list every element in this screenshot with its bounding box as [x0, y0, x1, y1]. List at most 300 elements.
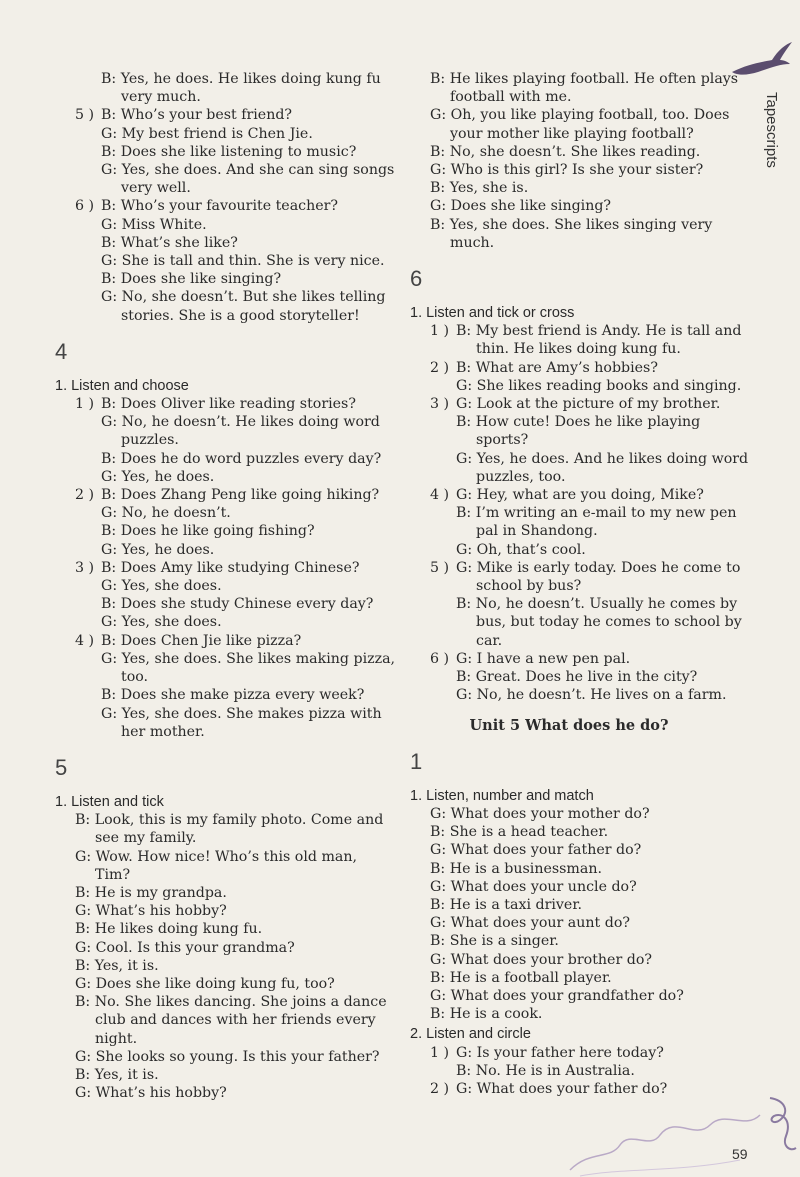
- speaker-label: G:: [430, 951, 451, 968]
- line-text: What’s his hobby?: [95, 1085, 227, 1102]
- speaker-label: B:: [430, 860, 450, 877]
- dialogue-line: [410, 106, 728, 124]
- speaker-line: [101, 505, 231, 521]
- speaker-label: G:: [456, 487, 477, 504]
- line-text: puzzles.: [121, 432, 179, 449]
- speaker-label: G:: [430, 107, 451, 124]
- line-text: football with me.: [450, 89, 572, 106]
- dialogue-line: [55, 216, 385, 234]
- item-number: 1 ): [430, 1044, 450, 1061]
- dialogue-line: [55, 288, 385, 306]
- dialogue-line: [410, 468, 728, 486]
- exercise-heading: 1. Listen and tick: [55, 793, 164, 810]
- speaker-label: G:: [430, 842, 451, 859]
- speaker-label: B:: [75, 994, 95, 1011]
- speaker-line: [101, 451, 381, 467]
- speaker-label: B:: [456, 414, 476, 431]
- dialogue-line: [410, 823, 728, 841]
- dialogue-line: [55, 431, 385, 449]
- speaker-line: [456, 451, 748, 467]
- dialogue-line: [410, 650, 728, 668]
- speaker-label: B:: [75, 812, 95, 829]
- line-text: Yes, she does. She likes singing very: [449, 216, 713, 233]
- speaker-line: [101, 253, 385, 269]
- speaker-line: [75, 921, 262, 937]
- line-text: No. He is in Australia.: [475, 1062, 635, 1079]
- dialogue-line: [410, 234, 728, 252]
- speaker-label: G:: [101, 650, 122, 667]
- dialogue-line: [55, 234, 385, 252]
- speaker-label: B:: [430, 824, 450, 841]
- speaker-label: G:: [430, 162, 451, 179]
- speaker-line: [456, 378, 741, 394]
- speaker-label: B:: [430, 933, 450, 950]
- speaker-label: B:: [456, 1062, 476, 1079]
- dialogue-line: [55, 450, 385, 468]
- speaker-label: B:: [101, 596, 121, 613]
- line-text: thin. He likes doing kung fu.: [476, 341, 681, 358]
- speaker-label: G:: [75, 975, 96, 992]
- line-text: very much.: [121, 89, 201, 106]
- speaker-line: [101, 596, 373, 612]
- item-number: 4 ): [430, 487, 450, 504]
- item-number: 5 ): [430, 559, 450, 576]
- speaker-label: B:: [101, 632, 121, 649]
- line-text: Wow. How nice! Who’s this old man,: [95, 848, 358, 865]
- speaker-line: [75, 994, 387, 1010]
- speaker-line: [456, 396, 720, 412]
- speaker-label: B:: [101, 487, 121, 504]
- dialogue-line: [410, 969, 728, 987]
- right-column: [410, 70, 749, 1098]
- speaker-label: B:: [456, 669, 476, 686]
- speaker-line: [456, 687, 726, 703]
- line-text: club and dances with her friends every: [95, 1012, 376, 1029]
- line-text: Hey, what are you doing, Mike?: [476, 487, 704, 504]
- dialogue-line: [55, 1011, 385, 1029]
- speaker-label: G:: [430, 915, 451, 932]
- speaker-label: B:: [430, 216, 450, 233]
- speaker-line: [430, 806, 650, 822]
- section-number: 5: [55, 754, 68, 780]
- dialogue-line: [55, 395, 385, 413]
- speaker-line: [101, 469, 214, 485]
- dialogue-line: [55, 70, 385, 88]
- dialogue-line: [55, 486, 385, 504]
- line-text: Yes, she does. She makes pizza with: [121, 705, 382, 722]
- dialogue-line: [55, 1048, 385, 1066]
- speaker-line: [430, 915, 630, 931]
- dialogue-line: [55, 541, 385, 559]
- line-text: What are Amy’s hobbies?: [475, 359, 658, 376]
- dialogue-line: [55, 595, 385, 613]
- speaker-label: B:: [101, 396, 121, 413]
- dialogue-line: [410, 70, 739, 88]
- dialogue-line: [410, 504, 737, 522]
- line-text: Does she like listening to music?: [120, 143, 357, 160]
- line-text: She is tall and thin. She is very nice.: [121, 253, 385, 270]
- dialogue-line: [410, 841, 728, 859]
- line-text: Oh, you like playing football, too. Does: [450, 107, 730, 124]
- speaker-line: [101, 71, 381, 87]
- speaker-line: [456, 669, 697, 685]
- speaker-line: [101, 560, 359, 576]
- dialogue-line: [55, 866, 385, 884]
- speaker-label: G:: [430, 878, 451, 895]
- speaker-line: [101, 414, 380, 430]
- dialogue-line: [410, 613, 742, 631]
- line-text: What does your uncle do?: [450, 878, 637, 895]
- item-number: 2 ): [430, 1080, 450, 1097]
- speaker-label: G:: [101, 162, 122, 179]
- line-text: Does she like singing?: [120, 271, 282, 288]
- page-number: 59: [732, 1146, 748, 1162]
- dialogue-line: [410, 559, 741, 577]
- line-text: Yes, it is.: [94, 1066, 159, 1083]
- dialogue-line: [55, 957, 385, 975]
- speaker-line: [75, 940, 295, 956]
- speaker-line: [75, 812, 383, 828]
- section-number: 4: [55, 338, 68, 364]
- line-text: He likes doing kung fu.: [94, 921, 263, 938]
- speaker-label: G:: [101, 125, 122, 142]
- dialogue-line: [55, 1084, 385, 1102]
- speaker-label: B:: [430, 969, 450, 986]
- dialogue-line: [55, 125, 385, 143]
- speaker-line: [456, 505, 737, 521]
- dialogue-line: [410, 987, 728, 1005]
- speaker-line: [101, 198, 338, 214]
- speaker-line: [101, 289, 385, 305]
- item-number: 2 ): [430, 359, 450, 376]
- item-number: 4 ): [75, 632, 95, 649]
- speaker-line: [430, 107, 729, 123]
- dialogue-line: [410, 896, 728, 914]
- item-number: 1 ): [430, 323, 450, 340]
- speaker-label: B:: [101, 107, 121, 124]
- speaker-label: B:: [430, 896, 450, 913]
- speaker-label: B:: [456, 359, 476, 376]
- dialogue-line: [55, 252, 385, 270]
- dialogue-line: [410, 216, 728, 234]
- speaker-line: [456, 651, 630, 667]
- speaker-line: [101, 633, 301, 649]
- exercise-heading: 2. Listen and circle: [410, 1026, 531, 1043]
- speaker-label: G:: [456, 450, 477, 467]
- speaker-label: B:: [101, 234, 121, 251]
- item-number: 6 ): [75, 198, 95, 215]
- dialogue-line: [410, 686, 728, 704]
- line-text: He is my grandpa.: [94, 884, 227, 901]
- line-text: Yes, she is.: [449, 180, 529, 197]
- speaker-line: [75, 885, 227, 901]
- dialogue-line: [55, 468, 385, 486]
- speaker-label: G:: [456, 377, 477, 394]
- speaker-label: B:: [430, 1006, 450, 1023]
- line-text: My best friend is Chen Jie.: [121, 125, 313, 142]
- speaker-line: [101, 523, 315, 539]
- speaker-label: G:: [101, 578, 122, 595]
- speaker-label: G:: [456, 396, 477, 413]
- dialogue-line: [55, 650, 396, 668]
- line-text: He is a cook.: [449, 1006, 543, 1023]
- line-text: Yes, she does. She likes making pizza,: [121, 650, 396, 667]
- line-text: pal in Shandong.: [476, 523, 598, 540]
- dialogue-line: [55, 559, 385, 577]
- speaker-label: B:: [430, 143, 450, 160]
- line-text: Is your father here today?: [476, 1044, 664, 1061]
- dialogue-line: [55, 884, 385, 902]
- speaker-label: G:: [456, 559, 477, 576]
- line-text: No, he doesn’t. He lives on a farm.: [476, 687, 727, 704]
- line-text: Yes, he does.: [121, 468, 215, 485]
- dialogue-line: [55, 270, 385, 288]
- line-text: puzzles, too.: [476, 468, 566, 485]
- dialogue-line: [55, 848, 385, 866]
- line-text: What’s his hobby?: [95, 903, 227, 920]
- speaker-label: G:: [101, 705, 122, 722]
- decorative-swirl-icon: [560, 1090, 800, 1177]
- line-text: She is a singer.: [449, 933, 559, 950]
- speaker-label: G:: [456, 687, 477, 704]
- speaker-line: [101, 271, 281, 287]
- line-text: Mike is early today. Does he come to: [476, 559, 741, 576]
- speaker-line: [430, 198, 611, 214]
- line-text: Does she like doing kung fu, too?: [95, 975, 335, 992]
- line-text: Yes, he does. He likes doing kung fu: [120, 71, 381, 87]
- speaker-line: [430, 162, 703, 178]
- speaker-label: G:: [101, 414, 122, 431]
- speaker-line: [75, 1067, 159, 1083]
- speaker-line: [430, 897, 582, 913]
- line-text: Does he like going fishing?: [120, 523, 315, 540]
- dialogue-line: [410, 431, 728, 449]
- line-text: Look at the picture of my brother.: [476, 396, 721, 413]
- speaker-line: [456, 414, 700, 430]
- speaker-line: [101, 487, 379, 503]
- speaker-label: B:: [75, 957, 95, 974]
- speaker-label: G:: [75, 1048, 96, 1065]
- speaker-line: [75, 1049, 380, 1065]
- speaker-label: G:: [456, 1080, 477, 1097]
- speaker-line: [101, 107, 292, 123]
- speaker-line: [101, 235, 238, 251]
- speaker-label: B:: [430, 71, 450, 87]
- dialogue-line: [410, 1062, 728, 1080]
- dialogue-line: [55, 522, 385, 540]
- dialogue-line: [55, 705, 385, 723]
- line-text: Who’s your best friend?: [120, 107, 293, 124]
- dialogue-line: [55, 1030, 385, 1048]
- dialogue-line: [55, 632, 385, 650]
- speaker-line: [101, 126, 313, 142]
- dialogue-line: [410, 878, 728, 896]
- line-text: What does your mother do?: [450, 805, 650, 822]
- speaker-label: B:: [456, 323, 476, 340]
- speaker-line: [101, 614, 222, 630]
- speaker-line: [456, 323, 741, 339]
- dialogue-line: [55, 993, 385, 1011]
- speaker-line: [456, 1045, 664, 1061]
- speaker-label: G:: [430, 805, 451, 822]
- dialogue-line: [55, 307, 385, 325]
- line-text: Miss White.: [121, 216, 207, 233]
- speaker-label: G:: [101, 505, 122, 522]
- line-text: Yes, he does. And he likes doing word: [476, 450, 749, 467]
- line-text: school by bus?: [476, 578, 582, 595]
- dialogue-line: [55, 811, 385, 829]
- unit-title: Unit 5 What does he do?: [469, 716, 669, 734]
- line-text: What does your grandfather do?: [450, 987, 684, 1004]
- line-text: No, he doesn’t. Usually he comes by: [475, 596, 738, 613]
- speaker-line: [456, 487, 704, 503]
- speaker-label: B:: [101, 71, 121, 87]
- dialogue-line: [55, 613, 385, 631]
- dialogue-line: [410, 577, 728, 595]
- speaker-line: [430, 879, 637, 895]
- line-text: What does your aunt do?: [450, 915, 630, 932]
- speaker-line: [75, 849, 357, 865]
- dialogue-line: [410, 860, 728, 878]
- dialogue-line: [410, 632, 728, 650]
- line-text: Oh, that’s cool.: [476, 541, 586, 558]
- speaker-line: [101, 217, 207, 233]
- speaker-label: G:: [75, 903, 96, 920]
- speaker-line: [456, 1063, 635, 1079]
- dialogue-line: [410, 805, 728, 823]
- speaker-line: [101, 542, 214, 558]
- line-text: sports?: [476, 432, 529, 449]
- line-text: Does Amy like studying Chinese?: [120, 559, 360, 576]
- speaker-line: [101, 396, 356, 412]
- speaker-label: G:: [430, 198, 451, 215]
- speaker-label: G:: [101, 289, 122, 306]
- speaker-label: B:: [101, 559, 121, 576]
- dialogue-line: [55, 1066, 385, 1084]
- line-text: No. She likes dancing. She joins a dance: [94, 994, 387, 1011]
- speaker-label: G:: [75, 939, 96, 956]
- side-label: Tapescripts: [763, 92, 780, 168]
- speaker-line: [430, 824, 608, 840]
- speaker-label: B:: [101, 450, 121, 467]
- speaker-label: B:: [456, 596, 476, 613]
- speaker-line: [430, 861, 602, 877]
- line-text: She likes reading books and singing.: [476, 377, 742, 394]
- line-text: Great. Does he live in the city?: [475, 669, 698, 686]
- dialogue-line: [410, 486, 728, 504]
- exercise-heading: 1. Listen and tick or cross: [410, 305, 575, 322]
- speaker-label: B:: [101, 143, 121, 160]
- line-text: night.: [95, 1030, 138, 1047]
- dialogue-line: [55, 939, 385, 957]
- dialogue-line: [410, 541, 728, 559]
- dialogue-line: [55, 161, 395, 179]
- dialogue-line: [410, 322, 742, 340]
- section-number: 6: [410, 266, 423, 292]
- line-text: car.: [476, 632, 503, 649]
- dialogue-line: [55, 902, 385, 920]
- exercise-heading: 1. Listen, number and match: [410, 787, 594, 804]
- line-text: Yes, it is.: [94, 957, 159, 974]
- speaker-line: [456, 542, 586, 558]
- speaker-line: [430, 1006, 542, 1022]
- line-text: She is a head teacher.: [449, 824, 609, 841]
- speaker-line: [430, 952, 652, 968]
- line-text: Does Zhang Peng like going hiking?: [120, 487, 380, 504]
- dialogue-line: [410, 1005, 728, 1023]
- speaker-label: B:: [101, 198, 121, 215]
- dialogue-line: [410, 125, 728, 143]
- line-text: Yes, she does. And she can sing songs: [121, 162, 395, 179]
- line-text: He is a football player.: [449, 969, 612, 986]
- line-text: your mother like playing football?: [450, 125, 694, 142]
- line-text: Yes, she does.: [121, 614, 222, 631]
- line-text: My best friend is Andy. He is tall and: [475, 323, 742, 340]
- line-text: Does she study Chinese every day?: [120, 596, 374, 613]
- speaker-line: [101, 144, 356, 160]
- line-text: Yes, she does.: [121, 578, 222, 595]
- line-text: too.: [121, 669, 149, 686]
- item-number: 2 ): [75, 487, 95, 504]
- dialogue-line: [410, 668, 728, 686]
- line-text: What does your father do?: [476, 1080, 668, 1097]
- line-text: much.: [450, 234, 495, 251]
- speaker-line: [456, 596, 737, 612]
- dialogue-line: [55, 197, 385, 215]
- line-text: No, he doesn’t.: [121, 505, 231, 522]
- dialogue-line: [55, 88, 385, 106]
- speaker-line: [430, 970, 612, 986]
- dialogue-line: [410, 377, 742, 395]
- line-text: Does she make pizza every week?: [120, 687, 365, 704]
- speaker-label: G:: [75, 848, 96, 865]
- dialogue-line: [410, 179, 728, 197]
- speaker-line: [430, 988, 684, 1004]
- speaker-line: [75, 903, 227, 919]
- speaker-label: G:: [101, 468, 122, 485]
- dialogue-line: [410, 951, 728, 969]
- speaker-line: [430, 933, 559, 949]
- dialogue-line: [410, 914, 728, 932]
- dialogue-line: [410, 88, 728, 106]
- speaker-label: G:: [430, 987, 451, 1004]
- speaker-line: [430, 71, 738, 87]
- speaker-label: G:: [75, 1085, 96, 1102]
- dialogue-line: [410, 450, 749, 468]
- item-number: 3 ): [75, 559, 95, 576]
- line-text: her mother.: [121, 723, 205, 740]
- item-number: 5 ): [75, 107, 95, 124]
- line-text: Does she like singing?: [450, 198, 612, 215]
- line-text: What does your brother do?: [450, 951, 652, 968]
- dialogue-line: [55, 829, 385, 847]
- speaker-line: [101, 651, 395, 667]
- line-text: bus, but today he comes to school by: [476, 614, 742, 631]
- dialogue-line: [410, 932, 728, 950]
- exercise-heading: 1. Listen and choose: [55, 377, 189, 394]
- speaker-label: B:: [430, 180, 450, 197]
- dialogue-line: [410, 197, 728, 215]
- dialogue-line: [55, 577, 385, 595]
- line-text: She looks so young. Is this your father?: [95, 1048, 380, 1065]
- speaker-label: B:: [75, 921, 95, 938]
- line-text: Does Chen Jie like pizza?: [120, 632, 302, 649]
- speaker-line: [430, 842, 641, 858]
- line-text: very well.: [121, 180, 191, 197]
- dialogue-line: [55, 686, 385, 704]
- left-column: [55, 70, 396, 1102]
- speaker-label: B:: [456, 505, 476, 522]
